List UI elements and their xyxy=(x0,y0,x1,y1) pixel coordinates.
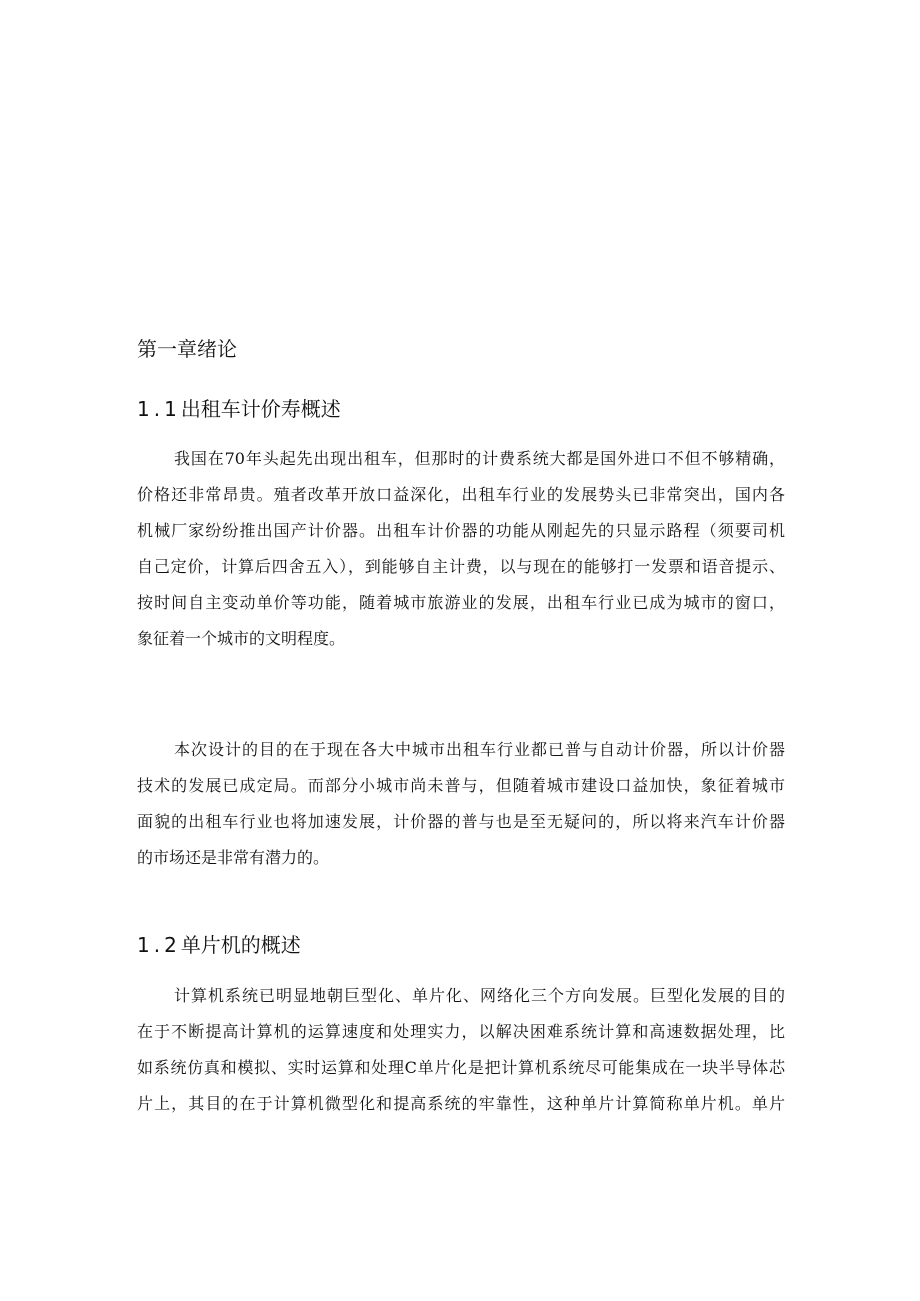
paragraph-line: 技术的发展已成定局。而部分小城市尚未普与，但随着城市建设口益加快，象征着城市 xyxy=(137,776,785,795)
paragraph-line: 价格还非常昂贵。殖者改革开放口益深化，出租车行业的发展势头已非常突出，国内各 xyxy=(137,485,785,504)
paragraph-line: 我国在70年头起先出现出租车，但那时的计费系统大都是国外进口不但不够精确， xyxy=(174,449,785,468)
section-number: 1.1 xyxy=(137,397,181,421)
section-heading-1-2 xyxy=(137,931,301,959)
paragraph-taxi-history xyxy=(137,441,797,657)
paragraph-line: 按时间自主变动单价等功能，随着城市旅游业的发展，出租车行业已成为城市的窗口， xyxy=(137,593,785,612)
paragraph-line: 片上，其目的在于计算机微型化和提高系统的牢靠性，这种单片计算简称单片机。单片 xyxy=(137,1094,785,1113)
paragraph-line: 如系统仿真和模拟、实时运算和处理C单片化是把计算机系统尽可能集成在一块半导体芯 xyxy=(137,1058,785,1077)
section-title-text: 出租车计价寿概述 xyxy=(180,397,341,421)
section-number: 1.2 xyxy=(137,933,181,957)
paragraph-line: 自己定价，计算后四舍五入），到能够自主计费，以与现在的能够打一发票和语音提示、 xyxy=(137,557,785,576)
section-title-text: 单片机的概述 xyxy=(180,933,301,957)
paragraph-line: 在于不断提高计算机的运算速度和处理实力，以解决困难系统计算和高速数据处理，比 xyxy=(137,1022,785,1041)
paragraph-line: 本次设计的目的在于现在各大中城市出租车行业都已普与自动计价器，所以计价器 xyxy=(174,740,785,759)
paragraph-line: 面貌的出租车行业也将加速发展，计价器的普与也是至无疑问的，所以将来汽车计价器 xyxy=(137,812,785,831)
paragraph-line: 象征着一个城市的文明程度。 xyxy=(137,629,346,648)
chapter-title: 第一章绪论 xyxy=(137,337,237,361)
section-heading-1-1 xyxy=(137,395,341,423)
paragraph-line: 的市场还是非常有潜力的。 xyxy=(137,848,330,867)
paragraph-line: 计算机系统已明显地朝巨型化、单片化、网络化三个方向发展。巨型化发展的目的 xyxy=(174,986,785,1005)
paragraph-design-purpose xyxy=(137,732,797,876)
paragraph-line: 机械厂家纷纷推出国产计价器。出租车计价器的功能从刚起先的只显示路程（须要司机 xyxy=(137,521,785,540)
paragraph-mcu-overview xyxy=(137,978,797,1122)
